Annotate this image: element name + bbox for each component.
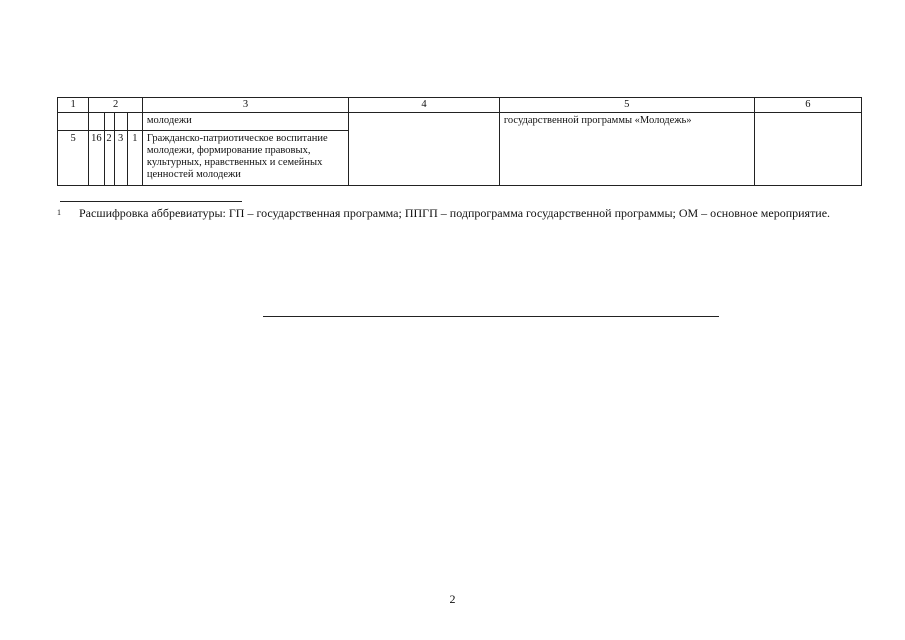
cont-cell-1 xyxy=(58,113,89,131)
footnote xyxy=(57,206,862,220)
cell-col-5: государственной программы «Молодежь» xyxy=(499,113,754,186)
cont-cell-2a xyxy=(89,113,104,131)
end-of-document-line xyxy=(263,316,719,317)
header-col-5: 5 xyxy=(499,98,754,113)
row5-code-4: 1 xyxy=(127,131,142,186)
table-row-continuation xyxy=(58,113,862,131)
footnote-text: Расшифровка аббревиатуры: ГП – государственная программа; ППГП – подпрограмма государственной программы; ОМ – основное мероприятие. xyxy=(79,206,831,220)
header-col-4: 4 xyxy=(349,98,500,113)
program-table xyxy=(57,97,862,186)
cont-cell-2b xyxy=(104,113,114,131)
page-number: 2 xyxy=(449,592,456,606)
row5-description: Гражданско-патриотическое воспитание молодежи, формирование правовых, культурных, нравственных и семейных ценностей молодежи xyxy=(142,131,348,186)
cont-cell-3: молодежи xyxy=(142,113,348,131)
cell-col-6 xyxy=(754,113,861,186)
header-col-6: 6 xyxy=(754,98,861,113)
row5-number: 5 xyxy=(58,131,89,186)
table-header-row xyxy=(58,98,862,113)
cell-col-4 xyxy=(349,113,500,186)
header-col-3: 3 xyxy=(142,98,348,113)
header-col-1: 1 xyxy=(58,98,89,113)
footnote-separator xyxy=(60,201,242,202)
cont-cell-2d xyxy=(127,113,142,131)
row5-code-ppgp: 2 xyxy=(104,131,114,186)
row5-code-gp: 16 xyxy=(89,131,104,186)
row5-code-om: 3 xyxy=(114,131,127,186)
footnote-marker: 1 xyxy=(57,208,61,217)
cont-cell-2c xyxy=(114,113,127,131)
header-col-2: 2 xyxy=(89,98,143,113)
